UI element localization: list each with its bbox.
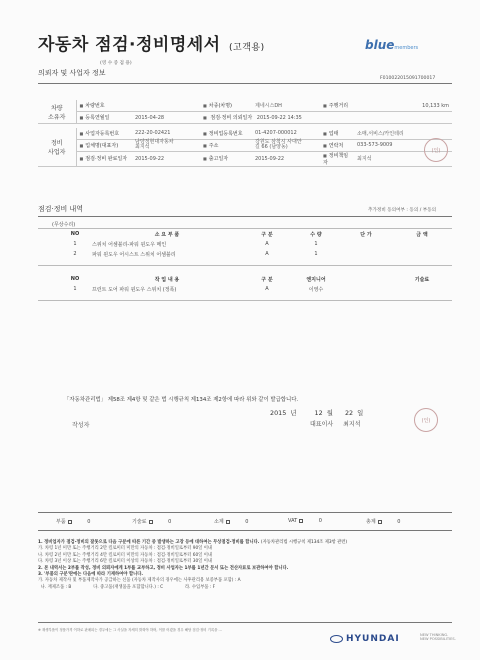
request-date-field bbox=[200, 112, 452, 124]
parts-header-qty: 수 량 bbox=[310, 231, 322, 238]
parts-header-kind: 구 분 bbox=[261, 231, 273, 238]
note-3b: 나. 재제조품 : B 다. 중고품(재생품을 포함합니다.) : C 라. 수입부품 : F bbox=[38, 584, 216, 590]
footer-note: ※ 재생부품이 정품가격 이하로 판매되는 경우에는 그 사실을 자세히 밝혀야 하며, 이를 어겼을 경우 해당 점검·정비 기록을 ... bbox=[38, 628, 222, 632]
note-1c: 다. 차령 3년 이상 또는 주행거리 6만 킬로미터 이상의 자동차 : 점검·정비일로부터 30일 이내 bbox=[38, 559, 212, 565]
business-group-label: 정비 사업자 bbox=[38, 128, 76, 167]
shop-seal-mark: (인) bbox=[431, 148, 441, 154]
shop-no-label: ■ 정비업등록번호 bbox=[200, 128, 252, 140]
issue-year: 2015 bbox=[270, 409, 287, 417]
issue-month: 12 bbox=[314, 409, 323, 417]
part-no: 1 bbox=[73, 241, 77, 247]
total-parts bbox=[56, 518, 90, 525]
shop-no-value: 01-4207-000012 bbox=[252, 128, 320, 140]
total-fee-value: 0 bbox=[168, 519, 172, 525]
address-label: ■ 주소 bbox=[200, 139, 252, 151]
issue-year-unit: 년 bbox=[290, 409, 297, 417]
work-header-blank bbox=[340, 274, 392, 284]
reg-date-label: ■ 등록연월일 bbox=[76, 112, 132, 124]
total-grand-value: 0 bbox=[397, 519, 401, 525]
work-header-fee: 기술료 bbox=[414, 276, 430, 283]
consent-note: 추가정비 동의여부 : 동의 / 부동의 bbox=[368, 208, 437, 213]
parts-header-price: 단 가 bbox=[360, 231, 372, 238]
part-kind: A bbox=[265, 241, 269, 247]
part-kind: A bbox=[265, 251, 269, 257]
car-name-label: ■ 차종(차명) bbox=[200, 100, 252, 112]
issue-date bbox=[270, 408, 363, 417]
info-table bbox=[38, 100, 452, 167]
document-subtitle: (영 수 증 겸 용) bbox=[100, 61, 132, 66]
contact-label: ■ 연락처 bbox=[320, 139, 354, 151]
vehicle-row-2 bbox=[38, 112, 452, 124]
part-amount bbox=[392, 249, 452, 259]
tagline-line-1: NEW THINKING. bbox=[420, 633, 449, 637]
issue-day: 22 bbox=[344, 409, 354, 417]
done-date-value: 2015-09-22 bbox=[132, 151, 200, 166]
biz-no-value: 222-20-02421 bbox=[132, 128, 200, 140]
vehicle-no-value bbox=[132, 100, 200, 112]
details-section-title: 점검·정비 내역 bbox=[38, 205, 84, 213]
statement-text: 「자동차관리법」 제58조 제4항 및 같은 법 시행규칙 제134조 제2항에 따라 위와 같이 발급합니다. bbox=[64, 397, 299, 403]
notes bbox=[38, 540, 452, 591]
shop-seal-stamp bbox=[424, 138, 448, 162]
type-label: ■ 업태 bbox=[320, 128, 354, 140]
work-header-engineer: 엔지니어 bbox=[306, 276, 326, 283]
manager-label: ■ 정비책임자 bbox=[320, 151, 354, 166]
rep-label: 대표이사 bbox=[310, 421, 334, 428]
total-vat-value: 0 bbox=[318, 518, 322, 524]
divider bbox=[38, 265, 452, 266]
shop-name-value: 남양정현대자동차 최지석 bbox=[132, 139, 200, 151]
mileage-value: 10,133 km bbox=[354, 100, 452, 112]
writer-label: 작성자 bbox=[72, 422, 90, 429]
representative-seal bbox=[414, 408, 438, 432]
tagline bbox=[420, 633, 456, 641]
work-kind: A bbox=[265, 286, 269, 292]
work-fee bbox=[392, 284, 452, 294]
note-1b: 나. 차령 2년 미만 또는 주행거리 4만 킬로미터 미만의 자동차 : 점검·정비일로부터 60일 이내 bbox=[38, 552, 212, 558]
part-price bbox=[340, 249, 392, 259]
total-grand bbox=[366, 518, 400, 525]
document-number: F010022015091700017 bbox=[380, 76, 436, 81]
shop-name-label: ■ 업체명(대표자) bbox=[76, 139, 132, 151]
vehicle-group-label: 차량 소유자 bbox=[38, 100, 76, 124]
divider bbox=[38, 530, 452, 531]
brand-logo bbox=[365, 38, 418, 52]
total-parts-value: 0 bbox=[87, 519, 91, 525]
total-fee bbox=[132, 518, 171, 525]
total-grand-label: 총계 bbox=[366, 519, 376, 525]
total-fee-label: 기술료 bbox=[132, 519, 147, 525]
vehicle-row-1 bbox=[38, 100, 452, 112]
parts-table bbox=[58, 229, 452, 259]
issue-month-unit: 월 bbox=[326, 409, 333, 417]
divider bbox=[38, 512, 452, 513]
request-date-value: 2015-09-22 14:35 bbox=[256, 115, 302, 122]
representative bbox=[310, 419, 361, 428]
total-subtotal bbox=[214, 518, 248, 525]
reg-date-value: 2015-04-28 bbox=[132, 112, 200, 124]
done-date-label: ■ 점검·정비 완료일자 bbox=[76, 151, 132, 166]
request-date-label: 점검·정비 의뢰일자 bbox=[210, 115, 253, 122]
part-qty: 1 bbox=[314, 251, 318, 257]
rep-seal-mark: (인) bbox=[421, 418, 431, 424]
divider bbox=[38, 300, 452, 301]
document-title-text: 자동차 점검·정비명세서 bbox=[38, 35, 221, 55]
work-header-name: 작 업 내 용 bbox=[154, 276, 180, 283]
note-3a: 가. 자동차 제작사 및 부품제작사가 공급하는 신품 (자동차 제작사의 경우에는 사후관리용 보증부품 포함) : A bbox=[38, 578, 241, 584]
divider bbox=[38, 83, 452, 84]
parts-header-row bbox=[58, 229, 452, 239]
business-row-2 bbox=[38, 139, 452, 151]
vehicle-no-label: ■ 차량번호 bbox=[76, 100, 132, 112]
car-name-value: 제네시스DH bbox=[252, 100, 320, 112]
repair-category: (무상수리) bbox=[52, 222, 76, 228]
brand-sub: members bbox=[394, 45, 419, 51]
release-date-value: 2015-09-22 bbox=[252, 151, 320, 166]
type-value: 소매,서비스/카인테리 bbox=[354, 128, 452, 140]
hyundai-logo bbox=[330, 634, 400, 644]
table-row bbox=[58, 249, 452, 259]
part-price bbox=[340, 239, 392, 249]
note-1: 1. 정비업자가 점검·정비의 잘못으로 다음 구분에 따른 기간 중 발생하는 고장 등에 대하여는 무상점검·정비를 합니다. (자동차관리법 시행규칙 제134조 제3항 관련) bbox=[38, 540, 348, 545]
parts-header-amount: 금 액 bbox=[416, 231, 428, 238]
issue-day-unit: 일 bbox=[357, 409, 364, 417]
hyundai-wordmark: HYUNDAI bbox=[346, 634, 400, 644]
mileage-label: ■ 주행거리 bbox=[320, 100, 354, 112]
part-no: 2 bbox=[73, 251, 77, 257]
work-header-row bbox=[58, 274, 452, 284]
manager-value: 최지석 bbox=[354, 151, 452, 166]
total-subtotal-value: 0 bbox=[245, 519, 249, 525]
address-value: 강원도 삼척시 사대안 길 66 (남양동) bbox=[252, 139, 320, 151]
part-amount bbox=[392, 239, 452, 249]
release-date-label: ■ 출고일자 bbox=[200, 151, 252, 166]
table-row bbox=[58, 239, 452, 249]
document-title bbox=[38, 30, 265, 55]
divider bbox=[38, 622, 452, 623]
total-vat bbox=[288, 518, 322, 524]
table-row bbox=[58, 284, 452, 294]
hyundai-emblem-icon bbox=[330, 635, 343, 643]
total-subtotal-label: 소계 bbox=[214, 519, 224, 525]
divider bbox=[38, 216, 452, 217]
part-name: 스위치 어셈블리-파워 윈도우 메인 bbox=[92, 241, 167, 248]
work-no: 1 bbox=[73, 286, 77, 292]
tagline-line-2: NEW POSSIBILITIES. bbox=[420, 637, 456, 641]
parts-header-name: 소 요 부 품 bbox=[154, 231, 180, 238]
rep-name: 최지석 bbox=[343, 421, 361, 428]
document-title-suffix: (고객용) bbox=[229, 43, 265, 53]
note-2: 2. 본 내역서는 2부를 작성, 정비 의뢰자에게 1부를 교부하고, 정비 사업자는 1부를 1년간 문서 또는 전산자료로 보관하여야 합니다. bbox=[38, 565, 289, 571]
note-1a: 가. 차령 1년 미만 또는 주행거리 2만 킬로미터 미만의 자동차 : 점검·정비일로부터 90일 이내 bbox=[38, 546, 212, 552]
work-header-no: NO bbox=[70, 276, 80, 282]
info-section-title: 의뢰자 및 사업자 정보 bbox=[38, 69, 106, 77]
work-engineer: 이영수 bbox=[308, 286, 324, 293]
biz-no-label: ■ 사업자등록번호 bbox=[76, 128, 132, 140]
business-row-1 bbox=[38, 128, 452, 140]
note-3: 3. '부품의 구분'란에는 다음에 따라 기재하여야 합니다. bbox=[38, 572, 144, 578]
work-table bbox=[58, 274, 452, 294]
total-vat-label: VAT bbox=[288, 518, 298, 524]
parts-header-no: NO bbox=[70, 231, 80, 237]
part-name: 파워 윈도우 어시스트 스위치 어셈블리 bbox=[92, 251, 176, 258]
brand-name: blue bbox=[365, 38, 395, 52]
business-row-3 bbox=[38, 151, 452, 166]
work-name: 프런트 도어 파워 윈도우 스위치 (정폭) bbox=[92, 286, 177, 293]
contact-value: 033-573-9009 bbox=[354, 139, 452, 151]
part-qty: 1 bbox=[314, 241, 318, 247]
work-header-kind: 구 분 bbox=[261, 276, 273, 283]
total-parts-label: 부품 bbox=[56, 519, 66, 525]
